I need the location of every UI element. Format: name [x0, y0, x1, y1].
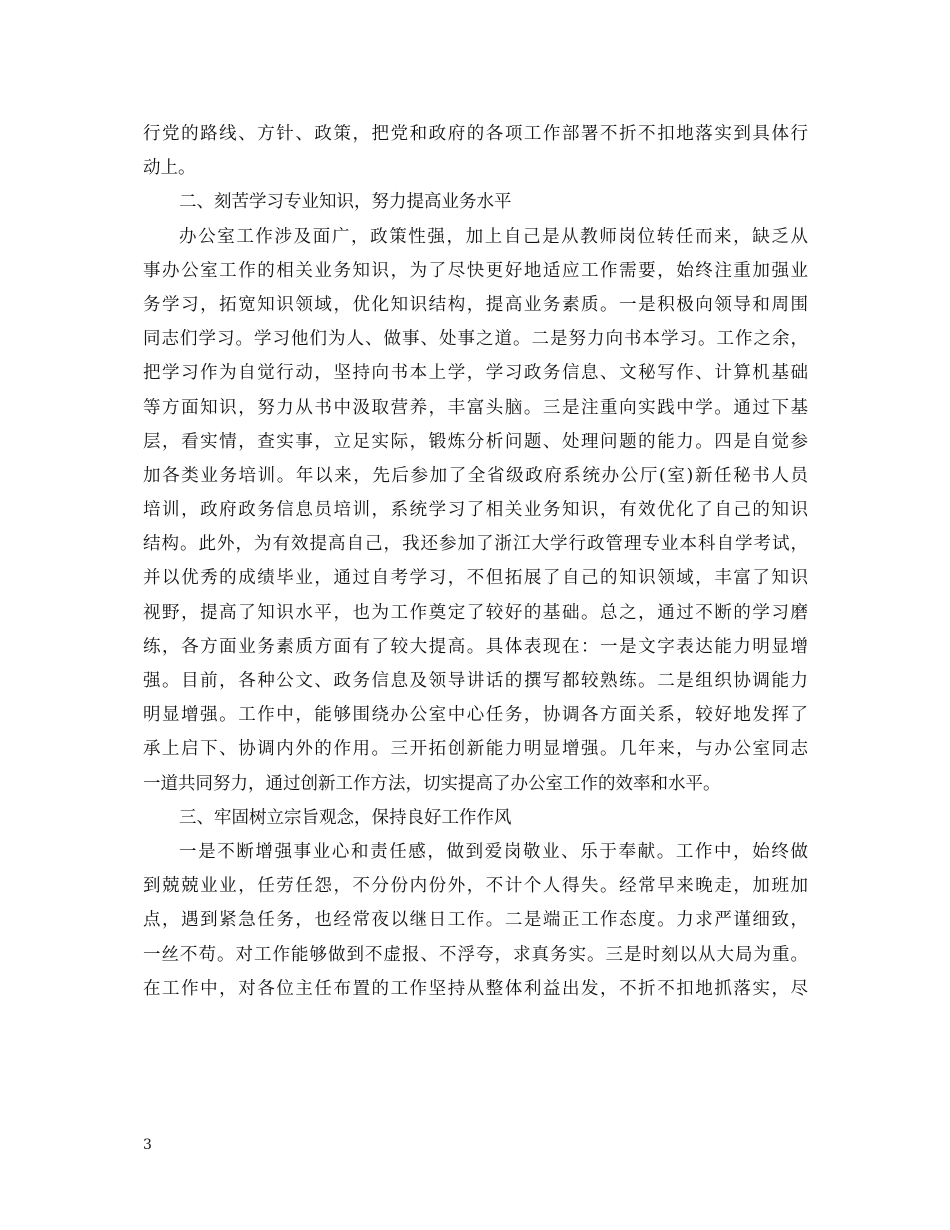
- text-line: 在工作中，对各位主任布置的工作坚持从整体利益出发，不折不扣地抓落实，尽: [143, 978, 808, 999]
- text-line: 把学习作为自觉行动，坚持向书本上学，学习政务信息、文秘写作、计算机基础: [143, 363, 808, 384]
- paragraph-first-line: 二、刻苦学习专业知识，努力提高业务水平: [179, 192, 512, 213]
- text-line: 加各类业务培训。年以来，先后参加了全省级政府系统办公厅(室)新任秘书人员: [143, 465, 808, 486]
- text-line: 承上启下、协调内外的作用。三开拓创新能力明显增强。几年来，与办公室同志: [143, 739, 808, 760]
- text-line: 等方面知识，努力从书中汲取营养，丰富头脑。三是注重向实践中学。通过下基: [143, 397, 808, 418]
- paragraph-first-line: 一是不断增强事业心和责任感，做到爱岗敬业、乐于奉献。工作中，始终做: [179, 841, 808, 862]
- text-line: 视野，提高了知识水平，也为工作奠定了较好的基础。总之，通过不断的学习磨: [143, 602, 808, 623]
- text-line: 一道共同努力，通过创新工作方法，切实提高了办公室工作的效率和水平。: [143, 773, 721, 794]
- text-line: 强。目前，各种公文、政务信息及领导讲话的撰写都较熟练。二是组织协调能力: [143, 671, 808, 691]
- text-line: 点，遇到紧急任务，也经常夜以继日工作。二是端正工作态度。力求严谨细致，: [143, 910, 808, 931]
- text-line: 一丝不苟。对工作能够做到不虚报、不浮夸，求真务实。三是时刻以从大局为重。: [143, 944, 808, 965]
- page-number: 3: [143, 1137, 152, 1153]
- text-line: 并以优秀的成绩毕业，通过自考学习，不但拓展了自己的知识领域，丰富了知识: [143, 568, 808, 589]
- text-line: 练，各方面业务素质方面有了较大提高。具体表现在：一是文字表达能力明显增: [143, 636, 808, 657]
- text-line: 务学习，拓宽知识领域，优化知识结构，提高业务素质。一是积极向领导和周围: [143, 294, 808, 315]
- paragraph-first-line: 三、牢固树立宗旨观念，保持良好工作作风: [179, 807, 512, 828]
- text-line: 层，看实情，查实事，立足实际，锻炼分析问题、处理问题的能力。四是自觉参: [143, 431, 808, 452]
- text-line: 明显增强。工作中，能够围绕办公室中心任务，协调各方面关系，较好地发挥了: [143, 705, 808, 726]
- text-line: 事办公室工作的相关业务知识，为了尽快更好地适应工作需要，始终注重加强业: [143, 260, 808, 281]
- text-line: 行党的路线、方针、政策，把党和政府的各项工作部署不折不扣地落实到具体行: [143, 124, 808, 144]
- body-text: [143, 117, 808, 1006]
- text-line: 动上。: [143, 158, 196, 179]
- paragraph-first-line: 办公室工作涉及面广，政策性强，加上自己是从教师岗位转任而来，缺乏从: [179, 226, 808, 247]
- text-line: 到兢兢业业，任劳任怨，不分份内份外，不计个人得失。经常早来晚走，加班加: [143, 876, 808, 897]
- text-line: 同志们学习。学习他们为人、做事、处事之道。二是努力向书本学习。工作之余，: [143, 329, 808, 350]
- text-line: 结构。此外，为有效提高自己，我还参加了浙江大学行政管理专业本科自学考试，: [143, 534, 808, 555]
- text-line: 培训，政府政务信息员培训，系统学习了相关业务知识，有效优化了自己的知识: [143, 500, 808, 521]
